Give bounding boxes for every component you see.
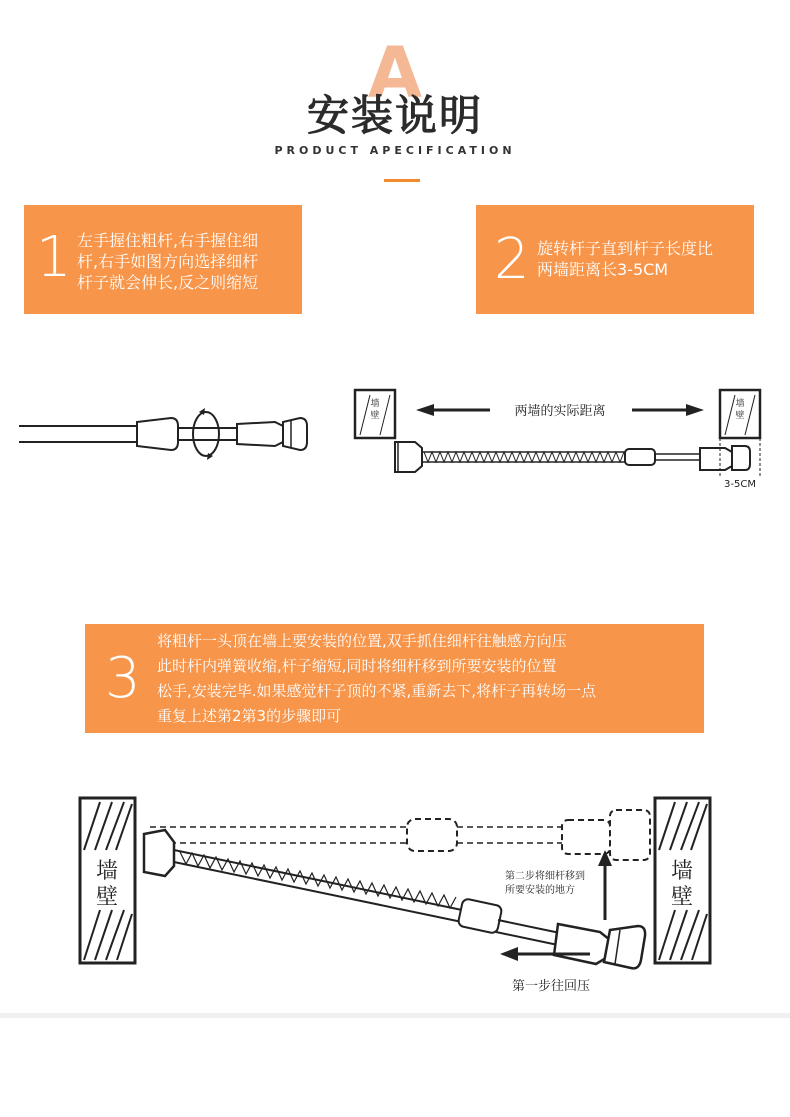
install-diagram [70,790,720,1005]
left-wall-label-1: 墙 [370,399,380,409]
wall-distance-diagram [340,380,780,495]
step-3-text: 将粗杆一头顶在墙上要安装的位置,双手抓住细杆往触感方向压 此时杆内弹簧收缩,杆子缩短,同时将细杆移到所要安装的位置 松手,安装完毕.如果感觉杆子顶的不紧,重新去下,将杆子再转场一点 重复上述第2第3的步骤即可 [157,632,597,725]
right-wall-label-2: 壁 [735,411,745,421]
rotate-rod-diagram [15,400,315,470]
step-1-box [24,205,302,314]
title-divider [384,179,420,182]
left-wall-label-2: 壁 [370,411,380,421]
step-2-text: 旋转杆子直到杆子长度比 两墙距离长3-5CM [537,239,714,279]
right-wall-label-1: 墙 [735,399,745,409]
step-3-box [85,624,704,733]
left-wall-large-label-1: 墙 [95,859,119,884]
spring-coil-small [424,452,624,462]
step2-annotation: 第二步将细杆移到 所要安装的地方 [505,871,585,896]
step-1-number: 1 [36,225,72,290]
step1-annotation: 第一步往回压 [512,979,591,994]
step-1-text: 左手握住粗杆,右手握住细 杆,右手如图方向选择细杆 杆子就会伸长,反之则缩短 [77,231,259,292]
step-3-number: 3 [105,646,141,711]
section-letter: A [367,32,423,114]
step-2-box [476,205,754,314]
right-wall-large-label-1: 墙 [670,859,694,884]
footer-separator [0,1013,790,1018]
step-2-number: 2 [494,227,530,292]
page-subtitle: PRODUCT APECIFICATION [274,144,516,157]
gap-label: 3-5CM [724,479,756,490]
left-wall-large-label-2: 壁 [95,885,119,910]
page-title: 安装说明 [306,91,483,140]
right-wall-large-label-2: 壁 [670,885,694,910]
distance-label: 两墙的实际距离 [514,404,606,419]
